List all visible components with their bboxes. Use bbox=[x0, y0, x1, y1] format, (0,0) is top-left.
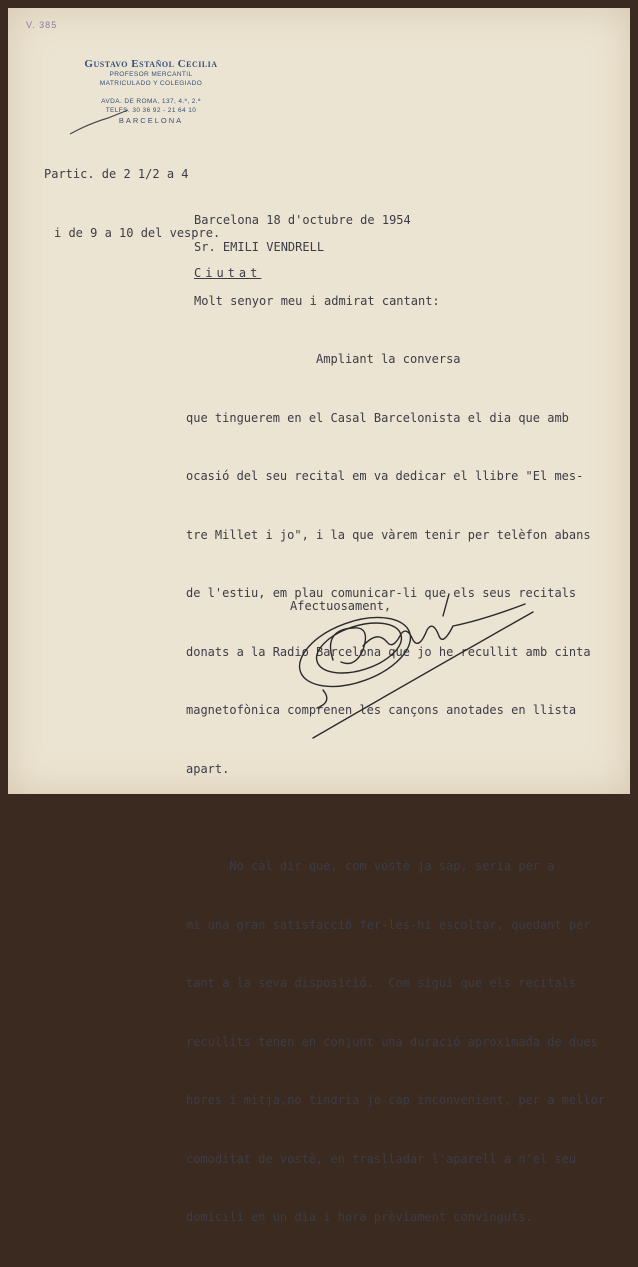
recipient-name: Sr. EMILI VENDRELL bbox=[194, 240, 325, 254]
body-line: hores i mitja,no tindria jo cap inconvenient, per a mellor bbox=[186, 1093, 606, 1107]
letterhead-phones: TELFS. 30 36 92 - 21 64 10 bbox=[105, 107, 197, 114]
body-line: tant a la seva disposició. Com sigui que els recitals bbox=[186, 976, 577, 990]
body-line: recullits tenen en conjunt una duració aproximada de dues bbox=[186, 1034, 598, 1049]
body-line: donats a la Radio Barcelona que jo he recullit amb cinta bbox=[186, 644, 591, 659]
letterhead-city: BARCELONA bbox=[118, 116, 184, 125]
letter-body bbox=[186, 311, 626, 1267]
archive-reference: V. 385 bbox=[26, 20, 58, 30]
body-line: apart. bbox=[186, 761, 230, 776]
salutation: Molt senyor meu i admirat cantant: bbox=[194, 294, 440, 308]
body-line: que tinguerem en el Casal Barcelonista el dia que amb bbox=[186, 410, 569, 425]
letter-date: Barcelona 18 d'octubre de 1954 bbox=[194, 213, 411, 227]
body-line: de l'estiu, em plau comunicar-li que els seus recitals bbox=[186, 586, 577, 600]
office-hours-line: i de 9 a 10 del vespre. bbox=[54, 225, 221, 240]
body-line: ocasió del seu recital em va dedicar el llibre "El mes- bbox=[186, 469, 584, 483]
office-hours bbox=[44, 126, 220, 282]
body-line: magnetofònica comprenen les cançons anotades en llista bbox=[186, 703, 577, 717]
body-line: domicili en un dia i hora prèviament convinguts. bbox=[186, 1210, 533, 1224]
body-line: Ampliant la conversa bbox=[186, 352, 461, 366]
handwritten-signature bbox=[293, 590, 553, 740]
closing: Afectuosament, bbox=[290, 599, 392, 613]
recipient-city: Ciutat bbox=[194, 266, 262, 280]
letterhead-name: Gustavo Estañol Cecilia bbox=[84, 58, 218, 70]
body-line: tre Millet i jo", i la que vàrem tenir per telèfon abans bbox=[186, 527, 591, 542]
letterhead-address: AVDA. DE ROMA, 137, 4.º, 2.ª bbox=[101, 98, 201, 105]
body-line: No cal dir que, com vostè ja sap, seria per a bbox=[186, 859, 555, 873]
body-line: mi una gran satisfacció fer-les-hi escoltar, quedant per bbox=[186, 917, 591, 932]
letterhead-subtitle: MATRICULADO Y COLEGIADO bbox=[99, 80, 203, 87]
letterhead-title: PROFESOR MERCANTIL bbox=[109, 71, 193, 78]
letter-page bbox=[8, 8, 630, 1224]
office-hours-line: Partic. de 2 1/2 a 4 bbox=[44, 167, 189, 181]
body-line: comoditat de vostè, en traslladar l'aparell a n'el seu bbox=[186, 1151, 577, 1166]
